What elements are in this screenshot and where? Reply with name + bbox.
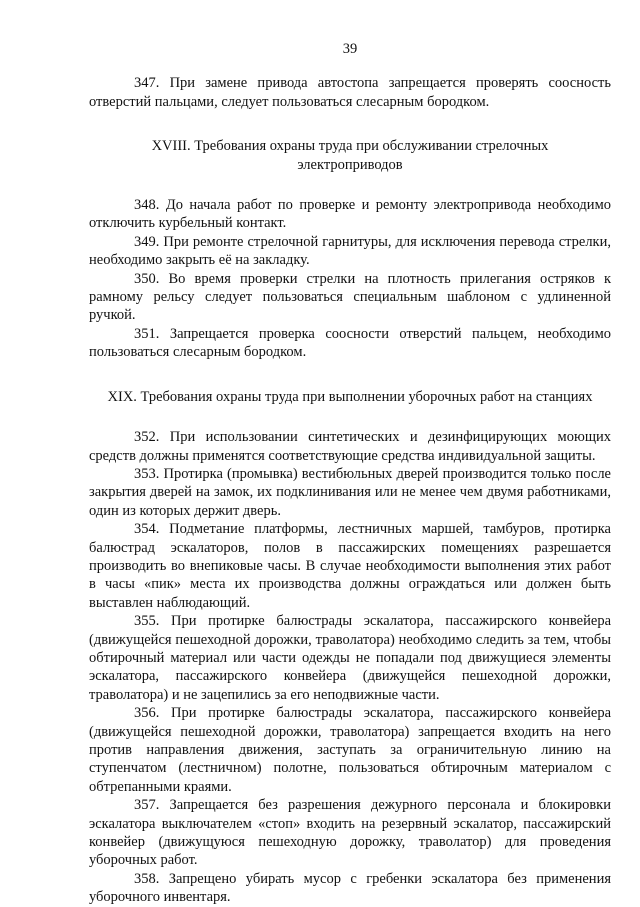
spacer — [89, 362, 611, 388]
spacer — [89, 406, 611, 428]
spacer — [89, 174, 611, 196]
paragraph-356: 356. При протирке балюстрады эскалатора, пассажирского конвейера (движущейся пешеходной дорожки, траволатора) запрещается входить на него против направления движения, заступать за ограничительную линию на ступенчатом (лестничном) полотне, пользоваться обтирочным материалом с обтрепанными краями. — [89, 705, 611, 795]
paragraph-348: 348. До начала работ по проверке и ремонту электропривода необходимо отключить курбельный контакт. — [89, 197, 611, 232]
paragraph-349: 349. При ремонте стрелочной гарнитуры, для исключения перевода стрелки, необходимо закрыть её на закладку. — [89, 233, 611, 269]
paragraph-354: 354. Подметание платформы, лестничных маршей, тамбуров, протирка балюстрад эскалаторов, полов в пассажирских помещениях разрешается производить во внепиковые часы. В случае необходимости выполнения этих работ в часы «пик» места их производства должны ограждаться или должен быть выставлен наблюдающий. — [89, 521, 611, 611]
paragraph-353: 353. Протирка (промывка) вестибюльных дверей производится только после закрытия дверей на замок, их подклинивания или не менее чем двумя работниками, один из которых держит дверь. — [89, 465, 611, 519]
heading-line: XVIII. Требования охраны труда при обслуживании стрелочных — [151, 138, 549, 155]
spacer — [89, 111, 611, 137]
paragraph-347: 347. При замене привода автостопа запрещается проверять соосность отверстий пальцами, следует пользоваться слесарным бородком. — [89, 75, 611, 110]
heading-line: XIX. Требования охраны труда при выполнении уборочных работ на станциях — [107, 388, 593, 405]
section-heading-xviii — [89, 137, 611, 174]
paragraph-352: 352. При использовании синтетических и дезинфицирующих моющих средств должны применятся соответствующие средства индивидуальной защиты. — [89, 429, 611, 464]
paragraph-351: 351. Запрещается проверка соосности отверстий пальцем, необходимо пользоваться слесарным бородком. — [89, 325, 611, 361]
page-number: 39 — [342, 41, 358, 57]
heading-line: электроприводов — [297, 156, 403, 173]
paragraph-357: 357. Запрещается без разрешения дежурного персонала и блокировки эскалатора выключателем «стоп» входить на резервный эскалатор, пассажирский конвейер (движущуюся пешеходную дорожку, траволатор) для проведения уборочных работ. — [89, 797, 611, 869]
paragraph-350: 350. Во время проверки стрелки на плотность прилегания остряков к рамному рельсу следует пользоваться специальным шаблоном с удлиненной ручкой. — [89, 270, 611, 324]
paragraph-355: 355. При протирке балюстрады эскалатора, пассажирского конвейера (движущейся пешеходной дорожки, траволатора) необходимо следить за тем, чтобы обтирочный материал или части одежды не попадали под движущиеся элементы эскалатора, пассажирского конвейера (движущейся пешеходной дорожки, траволатора) и не зацепились за его неподвижные части. — [89, 613, 611, 703]
paragraph-358: 358. Запрещено убирать мусор с гребенки эскалатора без применения уборочного инвентаря. — [89, 870, 611, 906]
section-heading-xix — [89, 388, 611, 406]
